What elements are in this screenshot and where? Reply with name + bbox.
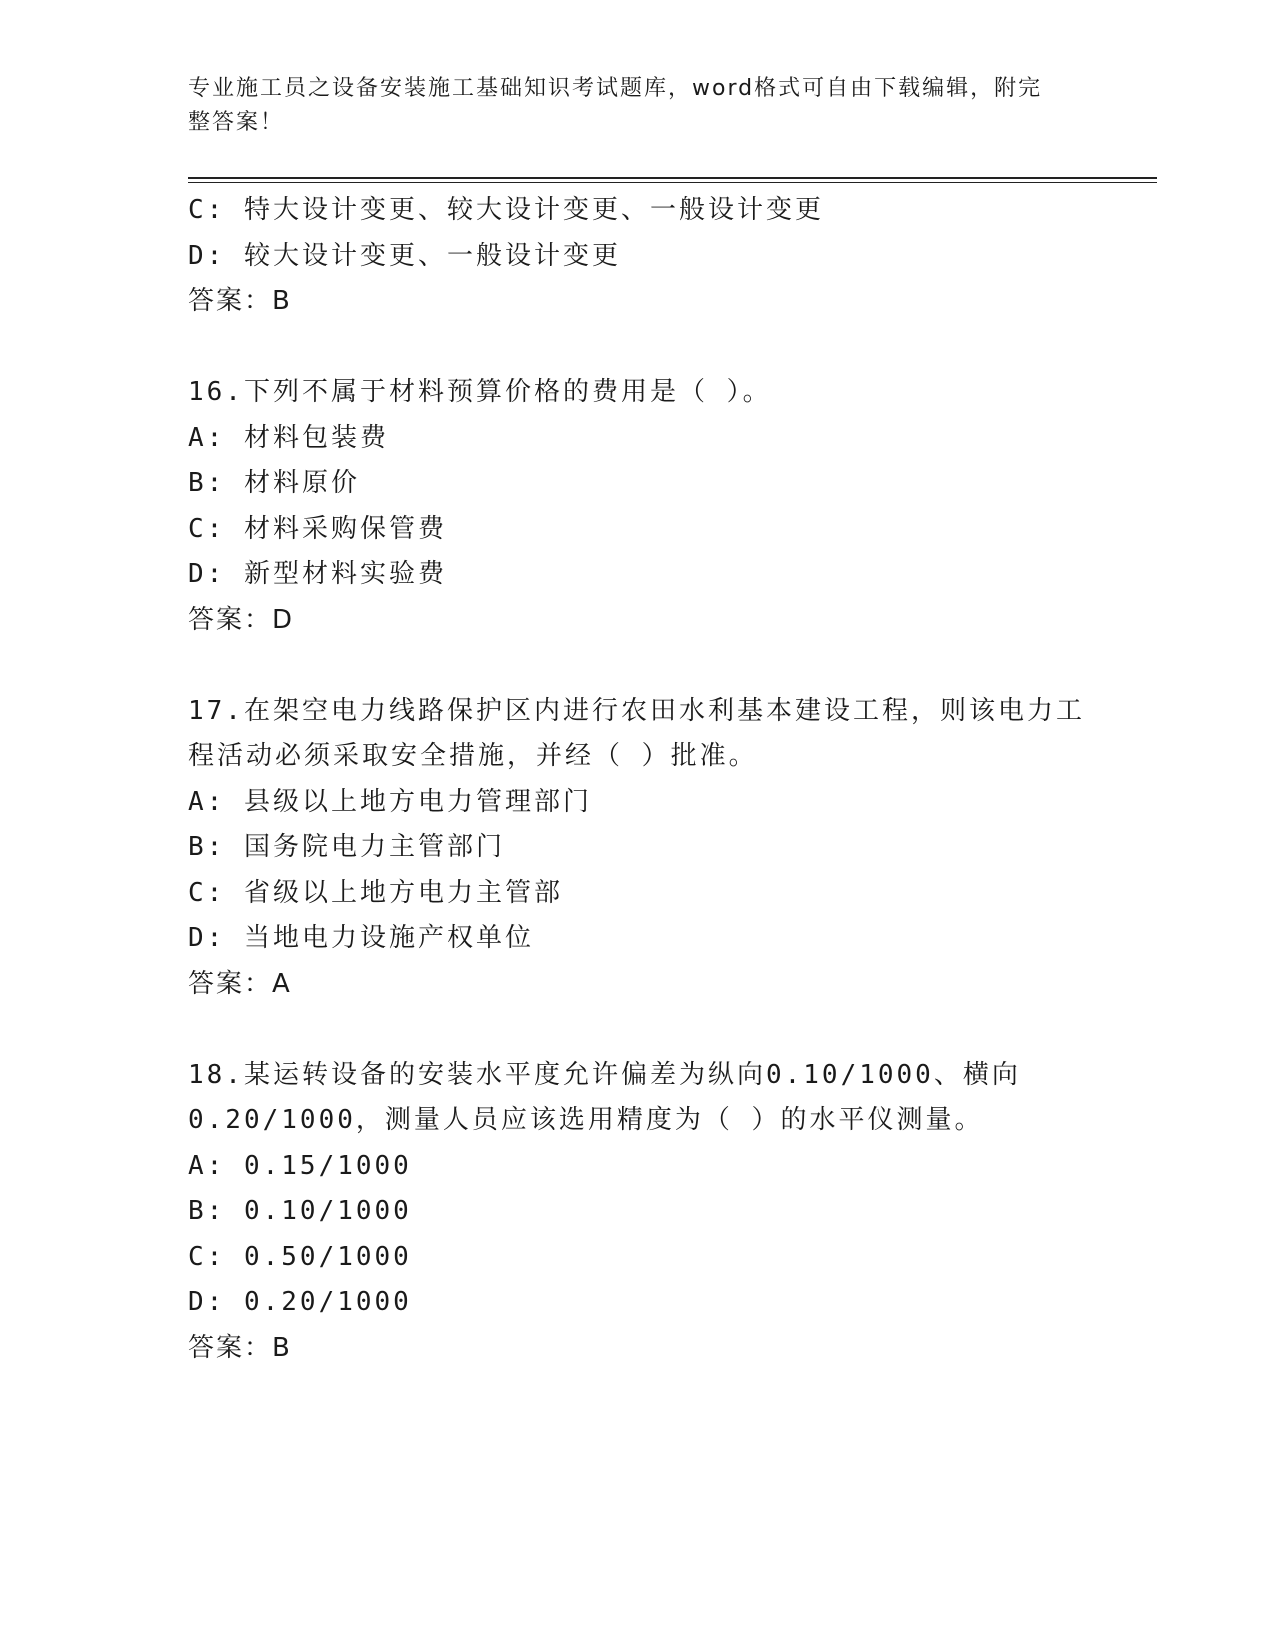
question-stem: 17.在架空电力线路保护区内进行农田水利基本建设工程，则该电力工	[188, 695, 1085, 726]
header-rule-thin	[188, 182, 1157, 183]
question-stem: 16.下列不属于材料预算价格的费用是（ ）。	[188, 377, 772, 407]
question-stem-continued: 0.20/1000，测量人员应该选用精度为（ ）的水平仪测量。	[188, 1105, 984, 1135]
spacer	[188, 643, 1088, 689]
question-block-15	[188, 188, 1088, 325]
option-d: D: 较大设计变更、一般设计变更	[188, 240, 621, 271]
option-d: D: 新型材料实验费	[188, 559, 447, 589]
option-c: C: 省级以上地方电力主管部	[188, 877, 563, 908]
option-b: B: 0.10/1000	[188, 1196, 412, 1226]
answer-line: 答案：D	[188, 604, 295, 635]
option-d: D: 当地电力设施产权单位	[188, 923, 534, 953]
answer-line: 答案：B	[188, 1332, 292, 1363]
question-block-17	[188, 689, 1088, 1008]
question-stem: 18.某运转设备的安装水平度允许偏差为纵向0.10/1000、横向	[188, 1059, 1021, 1090]
header-rule-thick	[188, 177, 1157, 179]
header-line-1: 专业施工员之设备安装施工基础知识考试题库，word格式可自由下载编辑，附完	[188, 76, 1043, 101]
spacer	[188, 1007, 1088, 1053]
question-list	[188, 188, 1088, 1371]
option-c: C: 材料采购保管费	[188, 513, 447, 544]
question-block-16	[188, 370, 1088, 643]
option-b: B: 国务院电力主管部门	[188, 832, 505, 862]
option-a: A: 0.15/1000	[188, 1150, 412, 1181]
question-stem-continued: 程活动必须采取安全措施，并经（ ）批准。	[188, 741, 758, 771]
option-d: D: 0.20/1000	[188, 1287, 412, 1317]
option-b: B: 材料原价	[188, 468, 360, 498]
spacer	[188, 325, 1088, 371]
answer-line: 答案：B	[188, 286, 292, 316]
option-a: A: 县级以上地方电力管理部门	[188, 786, 592, 817]
option-c: C: 0.50/1000	[188, 1241, 412, 1272]
document-header	[188, 72, 1068, 140]
option-c: C: 特大设计变更、较大设计变更、一般设计变更	[188, 195, 824, 225]
question-block-18	[188, 1053, 1088, 1372]
option-a: A: 材料包装费	[188, 422, 389, 453]
header-line-2: 整答案！	[188, 110, 285, 135]
answer-line: 答案：A	[188, 968, 292, 999]
